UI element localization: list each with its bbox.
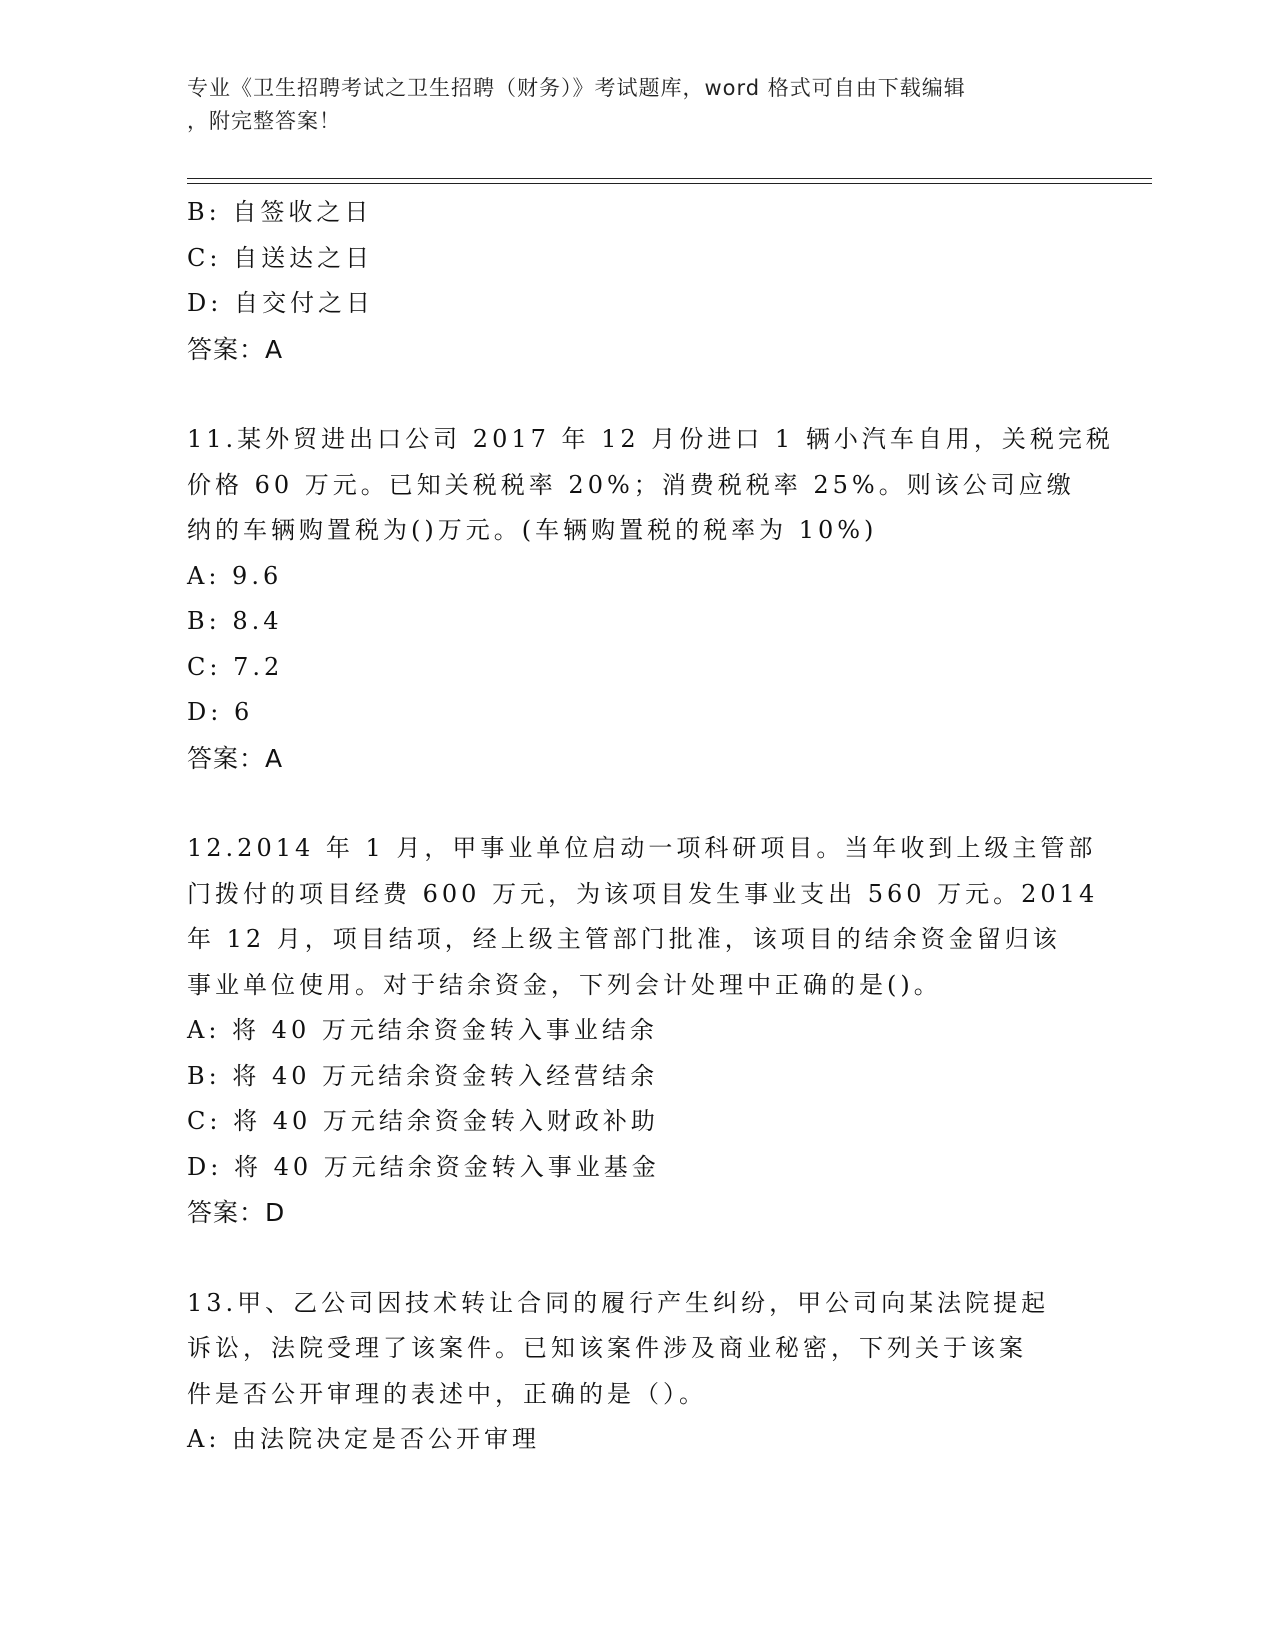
- question-text-line: 13.甲、乙公司因技术转让合同的履行产生纠纷，甲公司向某法院提起: [187, 1288, 1050, 1317]
- option-d: D: 自交付之日: [187, 289, 374, 317]
- option-c: C: 自送达之日: [187, 243, 374, 272]
- answer: 答案：A: [187, 334, 284, 364]
- question-text-line: 门拨付的项目经费 600 万元，为该项目发生事业支出 560 万元。2014: [187, 879, 1099, 908]
- question-text-line: 11.某外贸进出口公司 2017 年 12 月份进口 1 辆小汽车自用，关税完税: [187, 425, 1114, 453]
- option-b: B: 自签收之日: [187, 198, 373, 226]
- header-divider-bottom: [187, 183, 1152, 184]
- header-line-2: ，附完整答案！: [187, 109, 341, 133]
- option-d: D: 6: [187, 698, 254, 726]
- question-text-line: 事业单位使用。对于结余资金，下列会计处理中正确的是()。: [187, 970, 942, 999]
- question-text: [187, 417, 1114, 554]
- option-a: A: 9.6: [187, 561, 283, 590]
- option-b: B: 8.4: [187, 607, 283, 635]
- question-text-line: 12.2014 年 1 月，甲事业单位启动一项科研项目。当年收到上级主管部: [187, 834, 1097, 862]
- question-text-line: 诉讼，法院受理了该案件。已知该案件涉及商业秘密，下列关于该案: [187, 1334, 1027, 1362]
- question-text-line: 年 12 月，项目结项，经上级主管部门批准，该项目的结余资金留归该: [187, 925, 1061, 953]
- option-b: B: 将 40 万元结余资金转入经营结余: [187, 1061, 659, 1090]
- answer: 答案：D: [187, 1198, 286, 1227]
- question-text: [187, 1281, 1087, 1418]
- question-10-tail: [187, 190, 1087, 372]
- question-text: [187, 826, 1099, 1008]
- question-13: [187, 1281, 1087, 1463]
- question-12: [187, 826, 1099, 1236]
- document-body: [187, 190, 1114, 1463]
- answer: 答案：A: [187, 743, 284, 773]
- option-a: A: 由法院决定是否公开审理: [187, 1425, 541, 1453]
- question-text-line: 件是否公开审理的表述中，正确的是（）。: [187, 1379, 707, 1408]
- question-11: [187, 417, 1114, 781]
- question-text-line: 价格 60 万元。已知关税税率 20%；消费税税率 25%。则该公司应缴: [187, 470, 1075, 499]
- document-header: [187, 72, 1067, 138]
- option-d: D: 将 40 万元结余资金转入事业基金: [187, 1152, 660, 1181]
- header-divider-top: [187, 178, 1152, 179]
- option-c: C: 7.2: [187, 652, 284, 681]
- option-a: A: 将 40 万元结余资金转入事业结余: [187, 1016, 658, 1044]
- question-text-line: 纳的车辆购置税为()万元。(车辆购置税的税率为 10%): [187, 516, 878, 544]
- option-c: C: 将 40 万元结余资金转入财政补助: [187, 1107, 659, 1135]
- header-line-1: 专业《卫生招聘考试之卫生招聘（财务）》考试题库，word 格式可自由下载编辑: [187, 76, 966, 100]
